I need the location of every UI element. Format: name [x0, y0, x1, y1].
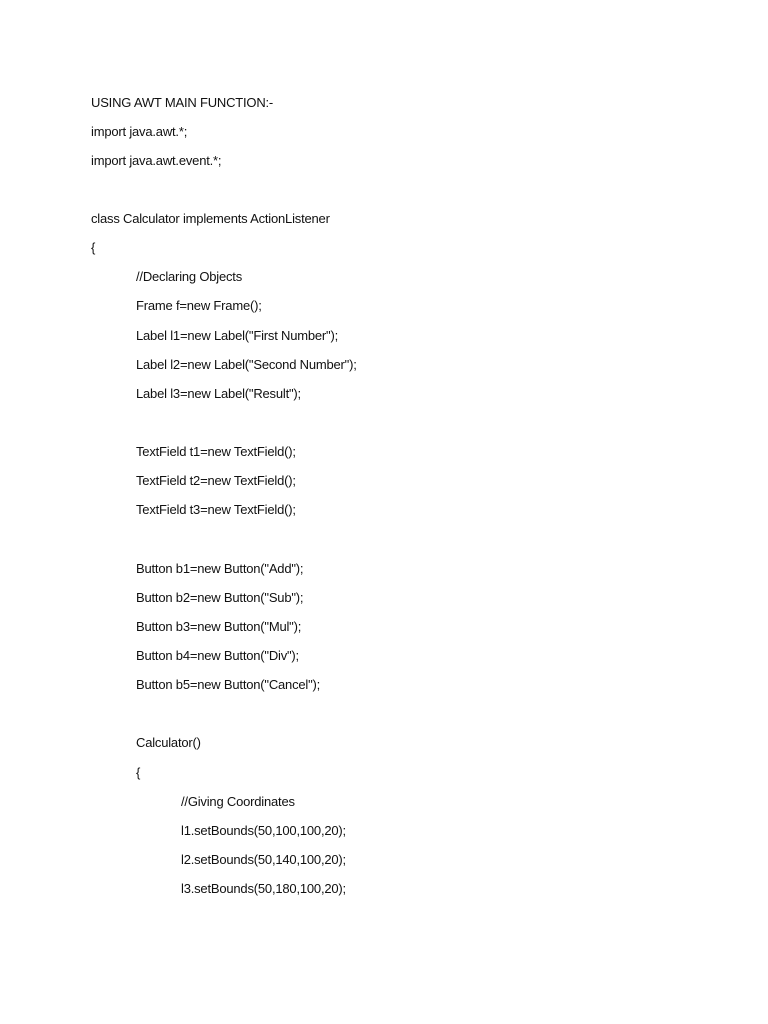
code-line-comment-giving-coordinates: //Giving Coordinates	[181, 794, 295, 809]
code-line-button-b3: Button b3=new Button("Mul");	[136, 619, 302, 634]
code-line-constructor-open-brace: {	[136, 765, 141, 780]
code-line-label-l1: Label l1=new Label("First Number");	[136, 328, 339, 343]
code-line-frame: Frame f=new Frame();	[136, 298, 262, 313]
code-line-textfield-t3: TextField t3=new TextField();	[136, 502, 296, 517]
code-line-class-open-brace: {	[91, 240, 96, 255]
code-line-constructor: Calculator()	[136, 735, 201, 750]
code-line-textfield-t2: TextField t2=new TextField();	[136, 473, 296, 488]
code-line-button-b4: Button b4=new Button("Div");	[136, 648, 299, 663]
code-line-button-b1: Button b1=new Button("Add");	[136, 561, 304, 576]
document-heading: USING AWT MAIN FUNCTION:-	[91, 95, 274, 110]
code-line-textfield-t1: TextField t1=new TextField();	[136, 444, 296, 459]
code-line-setbounds-l1: l1.setBounds(50,100,100,20);	[181, 823, 346, 838]
code-line-button-b5: Button b5=new Button("Cancel");	[136, 677, 321, 692]
code-line-comment-declaring-objects: //Declaring Objects	[136, 269, 243, 284]
code-line-import-awt-event: import java.awt.event.*;	[91, 153, 222, 168]
code-line-label-l3: Label l3=new Label("Result");	[136, 386, 301, 401]
code-line-import-awt: import java.awt.*;	[91, 124, 188, 139]
code-line-setbounds-l2: l2.setBounds(50,140,100,20);	[181, 852, 346, 867]
code-line-label-l2: Label l2=new Label("Second Number");	[136, 357, 357, 372]
code-line-setbounds-l3: l3.setBounds(50,180,100,20);	[181, 881, 346, 896]
code-line-class-declaration: class Calculator implements ActionListener	[91, 211, 330, 226]
code-line-button-b2: Button b2=new Button("Sub");	[136, 590, 304, 605]
